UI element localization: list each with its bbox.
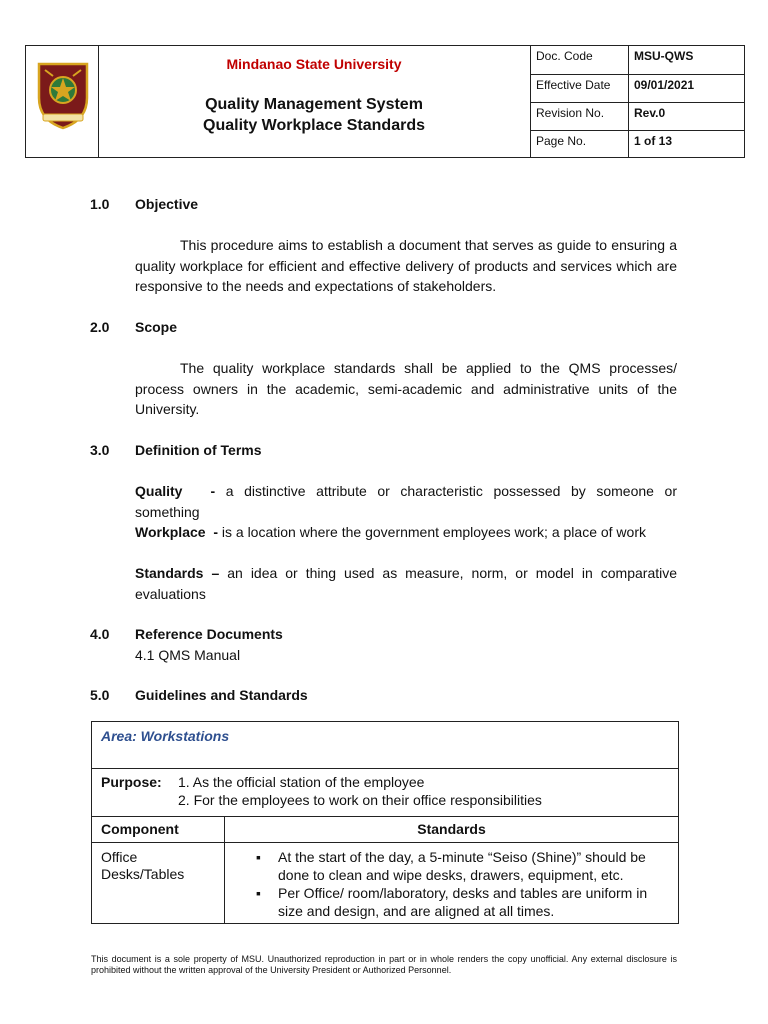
section-number: 2.0 [90,319,110,335]
standards-list [252,849,672,921]
university-name: Mindanao State University [226,56,402,72]
meta-label: Doc. Code [536,49,593,63]
divider [92,842,678,843]
term-definition: a distinctive attribute or characteristic possessed by someone or something [135,483,677,520]
section-number: 3.0 [90,442,110,458]
meta-doc-code [530,46,744,74]
meta-label: Revision No. [536,106,605,120]
section-title-reference: Reference Documents [135,626,283,642]
term-definition: is a location where the government employees work; a place of work [221,524,646,540]
meta-revision [530,102,744,131]
document-title [98,94,530,136]
bullet-icon: ▪ [256,885,261,901]
bullet-icon: ▪ [256,849,261,865]
meta-label: Page No. [536,134,587,148]
definition-standards [135,563,677,604]
document-subtitle: Quality Workplace Standards [203,117,425,134]
divider [92,816,678,817]
purpose-item: 1. As the official station of the employee [178,774,425,790]
meta-effective-date [530,74,744,103]
list-item [252,885,672,920]
standards-table [91,721,679,924]
column-header-standards: Standards [417,821,486,837]
document-meta [530,46,744,157]
term-separator: - [213,524,218,540]
term-definition: an idea or thing used as measure, norm, or model in comparative evaluations [135,565,678,602]
section-title-objective: Objective [135,196,199,212]
section-title-guidelines: Guidelines and Standards [135,687,308,703]
area-title: Area: Workstations [101,728,230,744]
purpose-item: 2. For the employees to work on their office responsibilities [178,792,542,808]
term: Workplace [135,524,206,540]
meta-page-no [530,130,744,158]
meta-value: MSU-QWS [634,49,694,63]
reference-item: 4.1 QMS Manual [135,647,241,663]
definition-quality [135,481,677,522]
footer-disclaimer: This document is a sole property of MSU. Unauthorized reproduction in part or in whole renders the copy unofficial. Any external disclosure is prohibited without the written approval of the University President or Authorized Personnel. [91,954,677,975]
divider [628,75,629,103]
purpose-label: Purpose: [101,774,162,790]
column-header-component: Component [101,821,179,837]
term: Standards – [135,565,220,581]
title-cell [98,46,531,157]
scope-text: The quality workplace standards shall be applied to the QMS processes/ process owners in the academic, semi-academic and administrative units of the University. [135,360,677,417]
system-name: Quality Management System [205,96,423,113]
divider [628,46,629,74]
standard-text: At the start of the day, a 5-minute “Seiso (Shine)” should be done to clean and wipe desks, drawers, equipment, etc. [278,849,646,883]
section-number: 5.0 [90,687,110,703]
component-name: Office Desks/Tables [101,849,185,882]
section-title-definitions: Definition of Terms [135,442,262,458]
section-number: 4.0 [90,626,110,642]
objective-text: This procedure aims to establish a document that serves as guide to ensuring a quality workplace for efficient and effective delivery of products and services which are responsive to the needs and expectations of stakeholders. [135,237,677,294]
list-item [252,849,672,884]
meta-value: 09/01/2021 [634,78,695,92]
divider [92,768,678,769]
definition-workplace [135,522,677,543]
divider [628,103,629,131]
section-number: 1.0 [90,196,110,212]
meta-value: Rev.0 [634,106,666,120]
document-header [25,45,745,158]
term: Quality [135,483,183,499]
logo-cell [26,46,99,157]
term-separator: - [210,483,216,499]
standard-text: Per Office/ room/laboratory, desks and tables are uniform in size and design, and are aligned at all times. [278,885,648,919]
meta-label: Effective Date [536,78,611,92]
section-title-scope: Scope [135,319,178,335]
meta-value: 1 of 13 [634,134,673,148]
msu-seal-icon [35,60,91,130]
divider [628,131,629,158]
